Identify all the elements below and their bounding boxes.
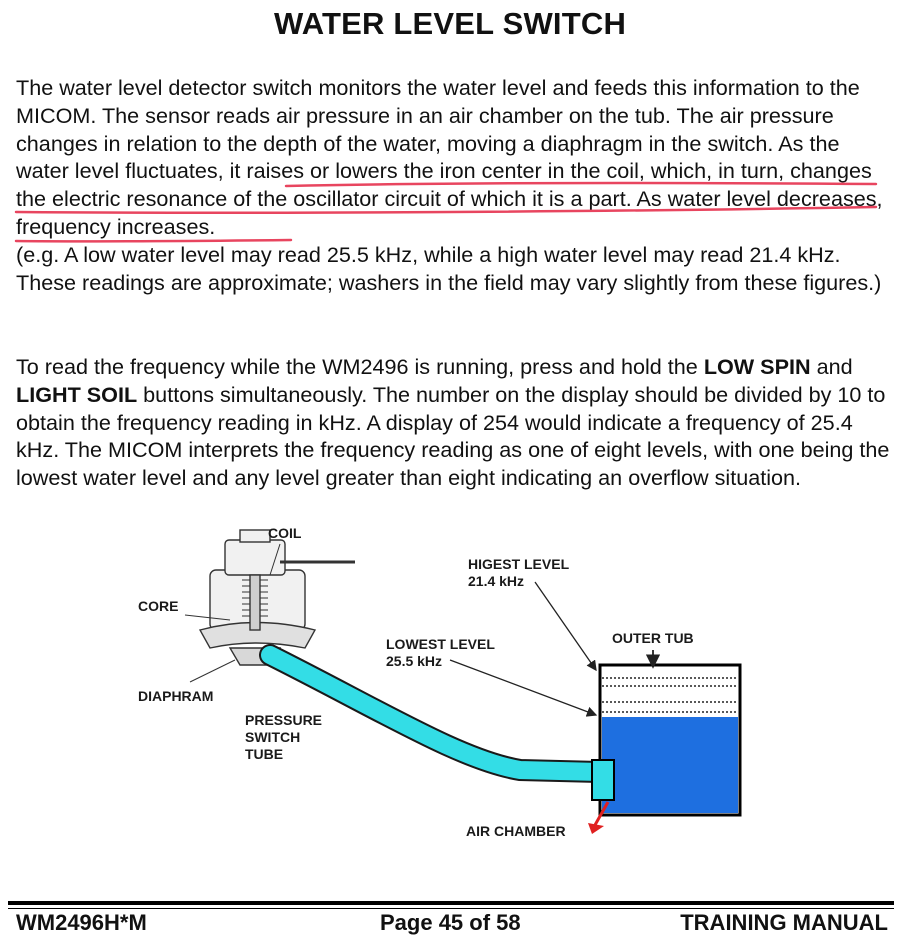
highest-level-freq: 21.4 kHz [468, 573, 525, 589]
intro-example: (e.g. A low water level may read 25.5 kHz, while a high water level may read 21.4 kHz. These readings are approximate; washers in the field may vary slightly from these figures.) [16, 241, 882, 295]
low-spin-label: LOW SPIN [703, 354, 811, 379]
intro-highlighted-sentence: As the water level fluctuates, it raises or lowers the iron center in the coil, which, in turn, changes the electric resonance of the oscillator circuit of which it is a part [16, 130, 872, 212]
intro-sentence-1: The water level detector switch monitors the water level and feeds this information to the MICOM. The sensor reads air pressure in an air chamber on the tub. The air pressure changes in relation to the depth of the water, moving a diaphragm in the switch. [16, 75, 860, 156]
air-chamber-label: AIR CHAMBER [466, 823, 566, 839]
footer-doc-title: TRAINING MANUAL [680, 910, 888, 935]
footer-model: WM2496H*M [16, 910, 147, 935]
page-title: WATER LEVEL SWITCH [273, 6, 627, 41]
light-soil-label: LIGHT SOIL [16, 381, 138, 407]
instr-text-d: buttons simultaneously. The number on the display should be divided by 10 to obtain the frequency reading in kHz. A display of 254 would indicate a frequency of 25.4 kHz. The MICOM interprets the frequency reading as one of eight levels, with one being the lowest water level and any level greater than eight indicating an overflow situation. [16, 381, 890, 491]
paragraph-instructions [16, 353, 890, 492]
water-level-diagram [130, 520, 810, 850]
paragraph-intro [16, 74, 890, 296]
coil-label: COIL [268, 525, 302, 541]
footer-divider-thin [8, 908, 894, 909]
core-label: CORE [138, 598, 179, 614]
intro-sentence-3: . As water level decreases, frequency increases. [16, 186, 883, 239]
tube-label-line2: SWITCH [245, 729, 301, 745]
diaphram-label: DIAPHRAM [138, 688, 214, 704]
instr-text-a: To read the frequency while the WM2496 is running, press and hold the [16, 354, 704, 379]
footer-page-number: Page 45 of 58 [380, 910, 521, 935]
lowest-level-title: LOWEST LEVEL [386, 636, 495, 652]
tube-label [245, 712, 322, 763]
tube-label-line3: TUBE [245, 746, 284, 762]
instr-text-c: and [810, 354, 853, 379]
highest-level-title: HIGEST LEVEL [468, 556, 570, 572]
lowest-level-label [386, 636, 495, 670]
footer-divider [8, 901, 894, 905]
outer-tub-icon [592, 665, 740, 815]
lowest-level-freq: 25.5 kHz [386, 653, 443, 669]
outer-tub-label: OUTER TUB [612, 630, 694, 646]
highest-level-label [468, 556, 569, 590]
tube-label-line1: PRESSURE [245, 712, 323, 728]
